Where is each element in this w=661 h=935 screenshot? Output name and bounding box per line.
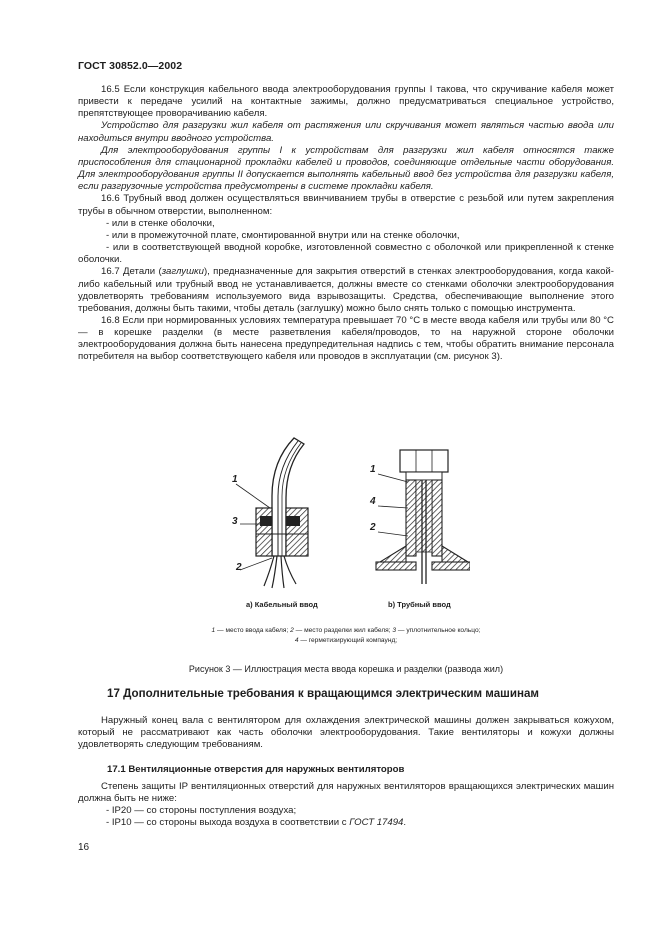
text-span: ), предназначенные для закрытия отверстий в стенках электрооборудования, когда какой-либо кабельный или трубный ввод не устанавливается, должны вместе со стенками оболочки электрооборудования удовлетворять требованиям используемого вида взрывозащиты. Средства, обеспечивающие выполнение этого требования, должны быть такими, чтобы деталь (заглушку) можно было снять только с помощью инструмента. bbox=[78, 266, 614, 314]
list-item: - или в стенке оболочки, bbox=[106, 217, 215, 229]
paragraph-16-7 bbox=[78, 266, 614, 315]
legend-line-2 bbox=[78, 636, 614, 646]
paragraph-16-8: 16.8 Если при нормированных условиях температура превышает 70 °С в месте ввода кабеля или трубы или 80 °С — в корешке разделки (в месте разветвления кабеля/проводов, то на наружной стороне оболочки электрооборудования должна быть нанесена предупредительная надпись с тем, чтобы обратить внимание персонала потребителя на выбор соответствующего кабеля или проводов в эксплуатации (см. рисунок 3). bbox=[78, 314, 614, 363]
list-item: - или в промежуточной плате, смонтированной внутри или на стенке оболочки, bbox=[106, 229, 460, 241]
legend-text: — герметизирующий компаунд; bbox=[298, 636, 398, 644]
legend-number: 1 bbox=[211, 627, 216, 634]
section-16-text bbox=[78, 84, 614, 364]
note-16-5-1: Устройство для разгрузки жил кабеля от растяжения или скручивания может являться частью ввода или находиться внутри вводного устройства. bbox=[78, 120, 614, 144]
figure-3 bbox=[210, 436, 470, 616]
callout-number: 2 bbox=[236, 562, 242, 573]
paragraph-17-1: Степень защиты IP вентиляционных отверстий для наружных вентиляторов вращающихся электрических машин должна быть не ниже: bbox=[78, 781, 614, 805]
callout-number: 4 bbox=[370, 496, 376, 507]
figure-caption-a: а) Кабельный ввод bbox=[246, 600, 318, 609]
callout-number: 1 bbox=[232, 474, 238, 485]
figure-3-drawing bbox=[210, 436, 470, 616]
paragraph-17-intro: Наружный конец вала с вентилятором для охлаждения электрической машины должен закрываться кожухом, который не рассматривают как часть оболочки электрооборудования. Такие вентиляторы и кожухи должны удовлетворять следующим требованиям. bbox=[78, 715, 614, 751]
section-17-heading: 17 Дополнительные требования к вращающимся электрическим машинам bbox=[107, 687, 539, 700]
page-number: 16 bbox=[78, 842, 90, 853]
text-span: . bbox=[403, 817, 407, 829]
emphasis-span: ГОСТ 17494 bbox=[349, 817, 404, 829]
callout-number: 3 bbox=[232, 516, 238, 527]
document-header: ГОСТ 30852.0—2002 bbox=[78, 60, 183, 72]
callout-number: 2 bbox=[370, 522, 376, 533]
list-item bbox=[78, 817, 614, 829]
legend-line-1 bbox=[78, 626, 614, 636]
figure-caption-b: b) Трубный ввод bbox=[388, 600, 451, 609]
section-17-1-heading: 17.1 Вентиляционные отверстия для наружных вентиляторов bbox=[107, 764, 405, 775]
callout-number: 1 bbox=[370, 464, 376, 475]
note-16-5-2: Для электрооборудования группы I к устройствам для разгрузки жил кабеля относятся также приспособления для стационарной прокладки кабелей и проводов, соединяющие отдельные части оборудования. Для электрооборудования группы II допускается выполнять кабельный ввод без устройства для разгрузки кабеля, если разгрузочные устройства предусмотрены в системе прокладки кабеля. bbox=[78, 144, 614, 193]
legend-number: 4 bbox=[294, 636, 299, 644]
section-17-intro bbox=[78, 715, 614, 751]
emphasis-span: заглушки bbox=[161, 266, 204, 278]
cable-gland-drawing bbox=[236, 438, 308, 588]
figure-title: Рисунок 3 — Иллюстрация места ввода корешка и разделки (развода жил) bbox=[188, 664, 504, 674]
legend-text: — место ввода кабеля; bbox=[215, 627, 291, 634]
conduit-entry-drawing bbox=[376, 450, 470, 584]
list-item: - IP20 — со стороны поступления воздуха; bbox=[106, 805, 297, 817]
legend-text: — уплотнительное кольцо; bbox=[396, 627, 481, 634]
figure-legend bbox=[78, 626, 614, 645]
text-span: - IP10 — со стороны выхода воздуха в соответствии с bbox=[106, 817, 350, 829]
legend-number: 3 bbox=[392, 627, 397, 634]
paragraph-16-6: 16.6 Трубный ввод должен осуществляться ввинчиванием трубы в отверстие с резьбой или путем закрепления трубы в обычном отверстии, выполненном: bbox=[78, 193, 614, 217]
legend-number: 2 bbox=[290, 627, 294, 634]
legend-text: — место разделки жил кабеля; bbox=[293, 627, 393, 634]
paragraph-16-5: 16.5 Если конструкция кабельного ввода электрооборудования группы I такова, что скручивание кабеля может привести к передаче усилий на контактные зажимы, должно предусматриваться специальное устройство, препятствующее проворачиванию кабеля. bbox=[78, 84, 614, 120]
list-item: - или в соответствующей вводной коробке, изготовленной совместно с оболочкой или прикрепленной к стенке оболочки. bbox=[78, 242, 614, 266]
section-17-1-text bbox=[78, 781, 614, 830]
text-span: 16.7 Детали ( bbox=[101, 266, 162, 278]
